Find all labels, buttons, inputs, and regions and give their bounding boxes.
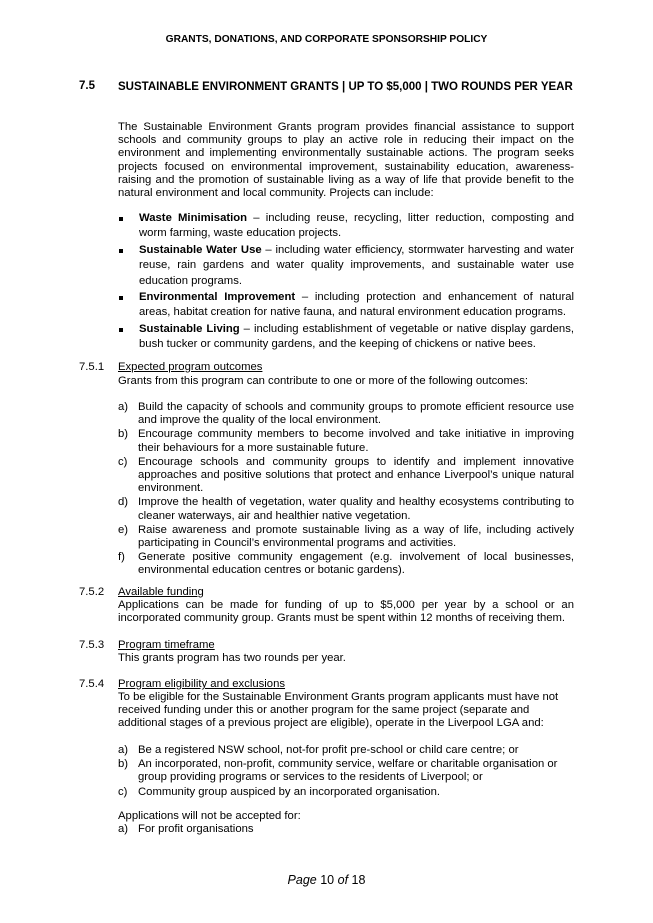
- list-item: [118, 524, 574, 550]
- exclusions-list: [118, 823, 574, 837]
- list-item: [118, 823, 574, 836]
- section-title: SUSTAINABLE ENVIRONMENT GRANTS | UP TO $5,000 | TWO ROUNDS PER YEAR: [118, 81, 573, 93]
- page-footer: [0, 873, 653, 887]
- item-text: Be a registered NSW school, not-for profit pre-school or child care centre; or: [138, 744, 519, 756]
- item-letter: c): [118, 785, 128, 798]
- list-item: [118, 456, 574, 496]
- list-item: [118, 758, 574, 784]
- list-item: [118, 243, 574, 289]
- document-header: GRANTS, DONATIONS, AND CORPORATE SPONSORSHIP POLICY: [165, 34, 488, 45]
- bullet-term: Waste Minimisation: [139, 212, 248, 224]
- bullet-square-icon: [119, 328, 123, 332]
- item-text: Improve the health of vegetation, water quality and healthy ecosystems contributing to cleaner waterways, air and healthier native vegetation.: [138, 496, 574, 522]
- subsection-title: Program eligibility and exclusions: [118, 678, 286, 690]
- item-text: Encourage community members to become involved and take initiative in improving their behaviours for a more sustainable future.: [138, 428, 574, 454]
- bullet-text: – including water efficiency, stormwater harvesting and water reuse, rain gardens and water quality improvements, and sustainable water use education programs.: [139, 243, 574, 287]
- of-word: of: [337, 873, 349, 887]
- bullet-text: – including establishment of vegetable or native display gardens, bush tucker or community gardens, and the keeping of chickens or native bees.: [139, 322, 574, 351]
- bullet-square-icon: [119, 217, 123, 221]
- eligibility-list: [118, 744, 574, 800]
- page-number: 10: [320, 873, 335, 887]
- bullet-square-icon: [119, 296, 123, 300]
- item-letter: b): [118, 758, 129, 771]
- item-text: Build the capacity of schools and community groups to promote efficient resource use and improve the quality of the local environment.: [138, 401, 574, 427]
- item-text: An incorporated, non-profit, community service, welfare or charitable organisation or group providing programs or services to the residents of Liverpool; or: [138, 758, 558, 784]
- outcomes-list: [118, 401, 574, 579]
- section-intro: The Sustainable Environment Grants program provides financial assistance to support schools and community groups to play an active role in reducing their impact on the environment and implementing environmentally sustainable actions. The program seeks projects focused on environmental improvement, sustainability education, awareness-raising and the promotion of sustainable living as a way of life that provide benefit to the natural environment and local community. Projects can include:: [118, 121, 574, 200]
- subsection-number: 7.5.1: [79, 361, 105, 373]
- item-text: Community group auspiced by an incorporated organisation.: [138, 785, 441, 798]
- list-item: [118, 211, 574, 242]
- subsection-title: Program timeframe: [118, 639, 215, 651]
- section-number: 7.5: [79, 80, 95, 92]
- subsection-number: 7.5.2: [79, 586, 105, 598]
- item-text: Generate positive community engagement (e.g. involvement of local businesses, environmental education centres or botanic gardens).: [138, 551, 574, 577]
- project-types-list: [118, 211, 574, 354]
- list-item: [118, 744, 574, 757]
- item-letter: b): [118, 428, 129, 441]
- list-item: [118, 401, 574, 427]
- list-item: [118, 290, 574, 321]
- subsection-title: Expected program outcomes: [118, 361, 263, 373]
- list-item: [118, 322, 574, 353]
- item-letter: d): [118, 496, 129, 509]
- bullet-term: Environmental Improvement: [139, 291, 296, 304]
- bullet-square-icon: [119, 249, 123, 253]
- item-letter: a): [118, 401, 129, 413]
- bullet-term: Sustainable Water Use: [139, 243, 262, 256]
- item-letter: a): [118, 823, 129, 835]
- item-letter: e): [118, 523, 129, 536]
- exclusions-intro: Applications will not be accepted for:: [118, 810, 301, 822]
- subsection-intro: Grants from this program can contribute to one or more of the following outcomes:: [118, 375, 529, 387]
- item-letter: a): [118, 744, 129, 756]
- bullet-text: – including protection and enhancement of natural areas, habitat creation for native fauna, and natural environment education programs.: [139, 291, 574, 319]
- subsection-text: This grants program has two rounds per year.: [118, 652, 346, 664]
- item-text: For profit organisations: [138, 823, 254, 835]
- subsection-intro: To be eligible for the Sustainable Environment Grants program applicants must have not received funding under this or another program for the same project (separate and additional stages of a previous project are eligible), operate in the Liverpool LGA and:: [118, 691, 559, 730]
- item-letter: c): [118, 455, 128, 468]
- subsection-title: Available funding: [118, 586, 204, 598]
- page-word: Page: [287, 873, 317, 887]
- subsection-text: Applications can be made for funding of up to $5,000 per year by a school or an incorporated community group. Grants must be spent within 12 months of receiving them.: [118, 599, 574, 625]
- item-letter: f): [118, 551, 125, 564]
- subsection-number: 7.5.3: [79, 639, 105, 651]
- page-total: 18: [351, 873, 366, 887]
- bullet-term: Sustainable Living: [139, 322, 240, 335]
- list-item: [118, 496, 574, 522]
- list-item: [118, 428, 574, 454]
- subsection-number: 7.5.4: [79, 678, 105, 690]
- item-text: Raise awareness and promote sustainable living as a way of life, including actively participating in Council’s environmental programs and activities.: [138, 523, 574, 550]
- bullet-text: – including reuse, recycling, litter reduction, composting and worm farming, waste education projects.: [139, 212, 575, 240]
- list-item: [118, 551, 574, 577]
- list-item: [118, 786, 574, 799]
- item-text: Encourage schools and community groups to identify and implement innovative approaches and positive solutions that protect and enhance Liverpool’s unique natural environment.: [138, 455, 574, 495]
